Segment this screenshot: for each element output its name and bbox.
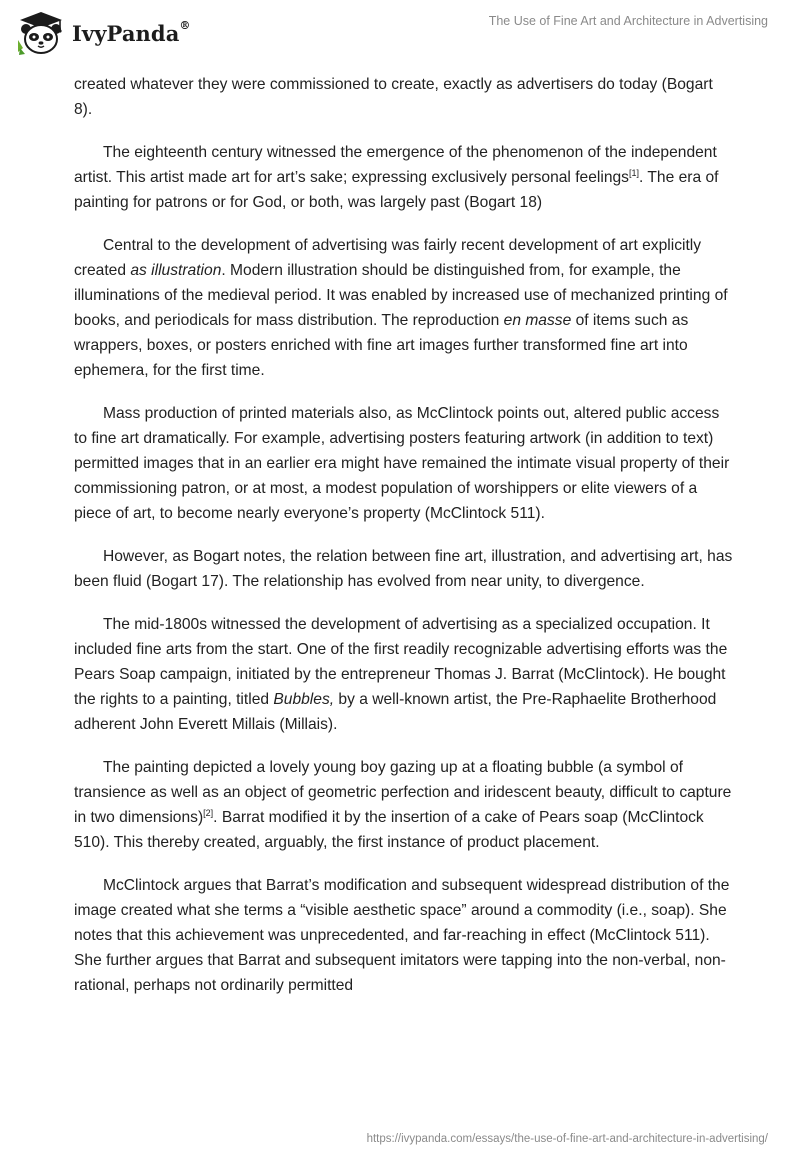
paragraph-4: Mass production of printed materials also, as McClintock points out, altered public access to fine art dramatically. For example, advertising posters featuring artwork (in addition to text) permitted images that in an earlier era might have remained the intimate visual property of their commissioning patron, or at most, a modest population of worshippers or elite viewers of a piece of art, to become nearly everyone’s property (McClintock 511). (74, 405, 730, 522)
paragraph-8: McClintock argues that Barrat’s modification and subsequent widespread distribution of the image created what she terms a “visible aesthetic space” around a commodity (i.e., soap). She notes that this achievement was unprecedented, and far-reaching in effect (McClintock 511). She further argues that Barrat and subsequent imitators were tapping into the non-verbal, non-rational, perhaps not ordinarily permitted (74, 877, 730, 994)
paragraph-7: The painting depicted a lovely young boy gazing up at a floating bubble (a symbol of transience as well as an object of geometric perfection and iridescent beauty, difficult to capture in two dimensions)[2]. Barrat modified it by the insertion of a cake of Pears soap (McClintock 510). This thereby created, arguably, the first instance of product placement. (74, 759, 732, 851)
registered-mark: ® (179, 18, 191, 32)
panda-graduate-icon (14, 10, 68, 56)
ivypanda-logo[interactable] (14, 10, 191, 56)
brand-name: IvyPanda® (72, 18, 191, 46)
paragraph-2: The eighteenth century witnessed the emergence of the phenomenon of the independent artist. This artist made art for art’s sake; expressing exclusively personal feelings[1]. The era of painting for patrons or for God, or both, was largely past (Bogart 18) (74, 144, 719, 211)
footnote-ref-1[interactable]: [1] (628, 167, 639, 178)
paragraph-1: created whatever they were commissioned to create, exactly as advertisers do today (Bogart 8). (74, 76, 713, 118)
document-title: The Use of Fine Art and Architecture in Advertising (488, 14, 768, 28)
footnote-ref-2[interactable]: [2] (203, 807, 214, 818)
paragraph-6: The mid-1800s witnessed the development of advertising as a specialized occupation. It included fine arts from the start. One of the first readily recognizable advertising efforts was the Pears Soap campaign, initiated by the entrepreneur Thomas J. Barrat (McClintock). He bought the rights to a painting, titled Bubbles, by a well-known artist, the Pre-Raphaelite Brotherhood adherent John Everett Millais (Millais). (74, 616, 728, 733)
paragraph-5: However, as Bogart notes, the relation between fine art, illustration, and advertising art, has been fluid (Bogart 17). The relationship has evolved from near unity, to divergence. (74, 548, 733, 590)
paragraph-3: Central to the development of advertising was fairly recent development of art explicitly created as illustration. Modern illustration should be distinguished from, for example, the illuminations of the medieval period. It was enabled by increased use of mechanized printing of books, and periodicals for mass distribution. The reproduction en masse of items such as wrappers, boxes, or posters enriched with fine art images further transformed fine art into ephemera, for the first time. (74, 237, 728, 379)
source-url[interactable]: https://ivypanda.com/essays/the-use-of-fine-art-and-architecture-in-advertising/ (366, 1133, 768, 1145)
page-header (0, 0, 800, 70)
essay-body (74, 72, 734, 1016)
